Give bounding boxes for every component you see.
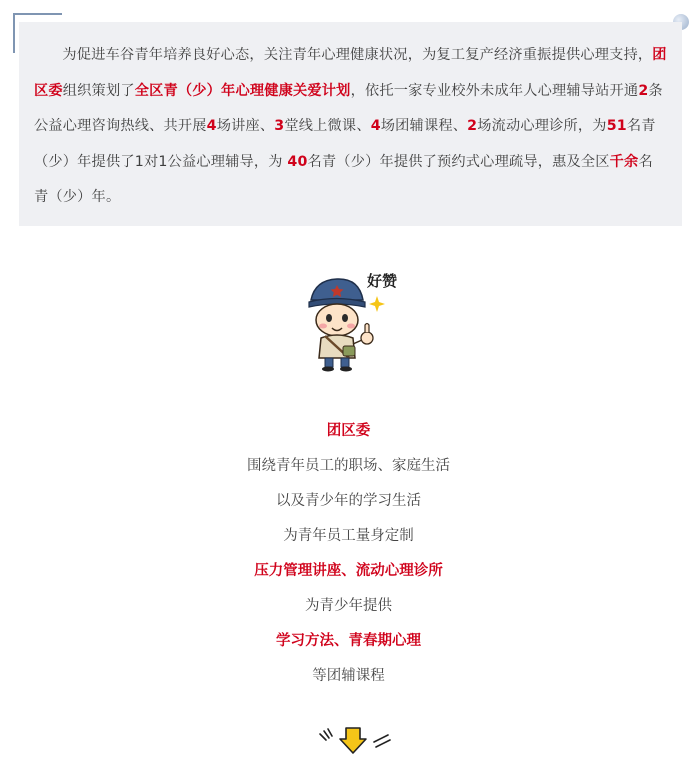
intro-paragraph	[34, 38, 667, 216]
intro-text-9: 名青（少）年提供了1对1公益心理辅导，为	[34, 118, 656, 170]
down-arrow-icon	[316, 726, 394, 756]
center-line: 等团辅课程	[312, 668, 385, 684]
center-line: 围绕青年员工的职场、家庭生活	[247, 458, 450, 474]
center-line: 学习方法、青春期心理	[276, 633, 421, 649]
intro-text-3: ，依托一家专业校外未成年人心理辅导站开通	[350, 82, 639, 99]
highlight-hotline-count: 2	[638, 82, 649, 99]
intro-text-10: 名青（少）年提供了预约式心理疏导，惠及全区	[307, 153, 610, 170]
highlight-thousand: 千余	[609, 153, 639, 170]
center-line: 压力管理讲座、流动心理诊所	[254, 563, 443, 579]
mascot-caption: 好赞	[367, 272, 398, 290]
intro-text-8: 场流动心理诊所，为	[477, 118, 607, 134]
center-line: 以及青少年的学习生活	[276, 493, 421, 509]
highlight-lecture-count: 4	[206, 118, 217, 134]
center-line: 为青少年提供	[305, 598, 392, 614]
corner-line-vertical	[13, 13, 15, 53]
intro-text-5: 场讲座、	[216, 118, 275, 134]
highlight-org: 团区委	[34, 47, 667, 99]
thumb-hand-icon	[361, 332, 373, 344]
highlight-plan: 全区青（少）年心理健康关爱计划	[134, 82, 351, 99]
intro-text-1: 为促进车谷青年培养良好心态，关注青年心理健康状况，为复工复产经济重振提供心理支持，	[62, 47, 653, 63]
highlight-appointment-count: 40	[287, 153, 308, 170]
center-text-block	[0, 414, 697, 694]
highlight-microcourse-count: 3	[274, 118, 285, 134]
highlight-one-to-one-count: 51	[606, 118, 627, 134]
intro-text-2: 组织策划了	[62, 82, 135, 99]
highlight-mobile-clinic-count: 2	[467, 118, 478, 134]
corner-line-horizontal	[13, 13, 62, 15]
sparkle-icon	[369, 296, 385, 312]
intro-text-7: 场团辅课程、	[380, 118, 468, 134]
highlight-group-course-count: 4	[370, 118, 381, 134]
center-line: 为青年员工量身定制	[283, 528, 414, 544]
intro-text-4: 条公益心理咨询热线、共开展	[34, 82, 663, 134]
center-line: 团区委	[326, 423, 371, 439]
intro-text-6: 堂线上微课、	[284, 118, 371, 134]
thumbs-up-mascot-icon	[305, 266, 407, 372]
intro-box	[19, 22, 682, 226]
intro-text-11: 名青（少）年。	[34, 153, 653, 205]
